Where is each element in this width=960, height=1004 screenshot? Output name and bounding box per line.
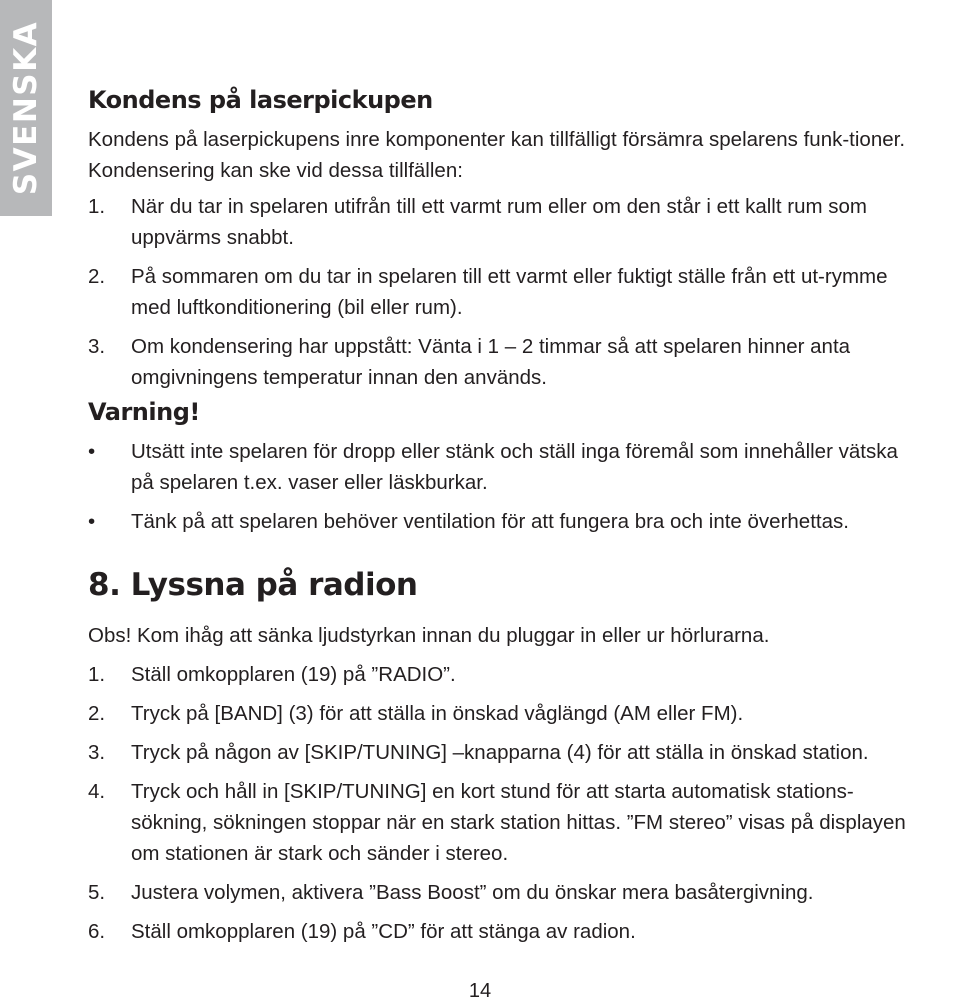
radio-note: Obs! Kom ihåg att sänka ljudstyrkan innan du pluggar in eller ur hörlurarna. — [88, 624, 770, 647]
radio-heading: 8. Lyssna på radion — [88, 567, 418, 603]
list-item-number: 2. — [88, 265, 106, 288]
list-item-text: Ställ omkopplaren (19) på ”CD” för att stänga av radion. — [131, 920, 636, 943]
condensation-intro: Kondens på laserpickupens inre komponenter kan tillfälligt försämra spelarens funk-tioner. Kondensering kan ske vid dessa tillfällen: — [88, 128, 906, 182]
language-tab-label: SVENSKA — [8, 20, 44, 196]
list-item-number: 1. — [88, 195, 106, 218]
list-item-text: Tryck på [BAND] (3) för att ställa in önskad våglängd (AM eller FM). — [131, 702, 744, 725]
list-item-text: På sommaren om du tar in spelaren till ett varmt eller fuktigt ställe från ett ut-rymme med luftkonditionering (bil eller rum). — [131, 265, 888, 319]
list-item-text: Ställ omkopplaren (19) på ”RADIO”. — [131, 663, 456, 686]
list-item-number: 3. — [88, 741, 106, 764]
list-item — [88, 698, 956, 729]
condensation-list — [88, 191, 956, 393]
list-item-number: 4. — [88, 780, 106, 803]
list-item-text: Om kondensering har uppstått: Vänta i 1 – 2 timmar så att spelaren hinner anta omgivningens temperatur innan den används. — [131, 335, 851, 389]
list-item — [88, 659, 956, 690]
list-item — [88, 776, 956, 869]
list-item — [88, 191, 956, 253]
list-item-text: Tryck och håll in [SKIP/TUNING] en kort stund för att starta automatisk stations-sökning, sökningen stoppar när en stark station hittas. ”FM stereo” visas på displayen om stationen är stark och sänder i stereo. — [131, 780, 906, 865]
list-item — [88, 506, 956, 537]
warning-heading: Varning! — [88, 398, 200, 426]
list-item-number: 5. — [88, 881, 106, 904]
list-item-text: Tryck på någon av [SKIP/TUNING] –knapparna (4) för att ställa in önskad station. — [131, 741, 869, 764]
list-item-number: 6. — [88, 920, 106, 943]
list-item — [88, 331, 956, 393]
warning-list — [88, 436, 956, 537]
list-item-number: 2. — [88, 702, 106, 725]
radio-steps-list — [88, 659, 956, 947]
list-item-text: Tänk på att spelaren behöver ventilation för att fungera bra och inte överhettas. — [131, 510, 849, 533]
language-tab — [0, 0, 52, 216]
page-number: 14 — [468, 980, 492, 1002]
list-item — [88, 261, 956, 323]
list-item-number: 1. — [88, 663, 106, 686]
condensation-heading: Kondens på laserpickupen — [88, 86, 433, 114]
list-item — [88, 877, 956, 908]
list-item — [88, 916, 956, 947]
bullet-icon: • — [88, 440, 96, 463]
list-item-text: Justera volymen, aktivera ”Bass Boost” om du önskar mera basåtergivning. — [131, 881, 814, 904]
list-item — [88, 436, 956, 498]
list-item-text: Utsätt inte spelaren för dropp eller stänk och ställ inga föremål som innehåller vätska på spelaren t.ex. vaser eller läskburkar. — [131, 440, 898, 494]
bullet-icon: • — [88, 510, 96, 533]
list-item-text: När du tar in spelaren utifrån till ett varmt rum eller om den står i ett kallt rum som uppvärms snabbt. — [131, 195, 867, 249]
list-item-number: 3. — [88, 335, 106, 358]
list-item — [88, 737, 956, 768]
